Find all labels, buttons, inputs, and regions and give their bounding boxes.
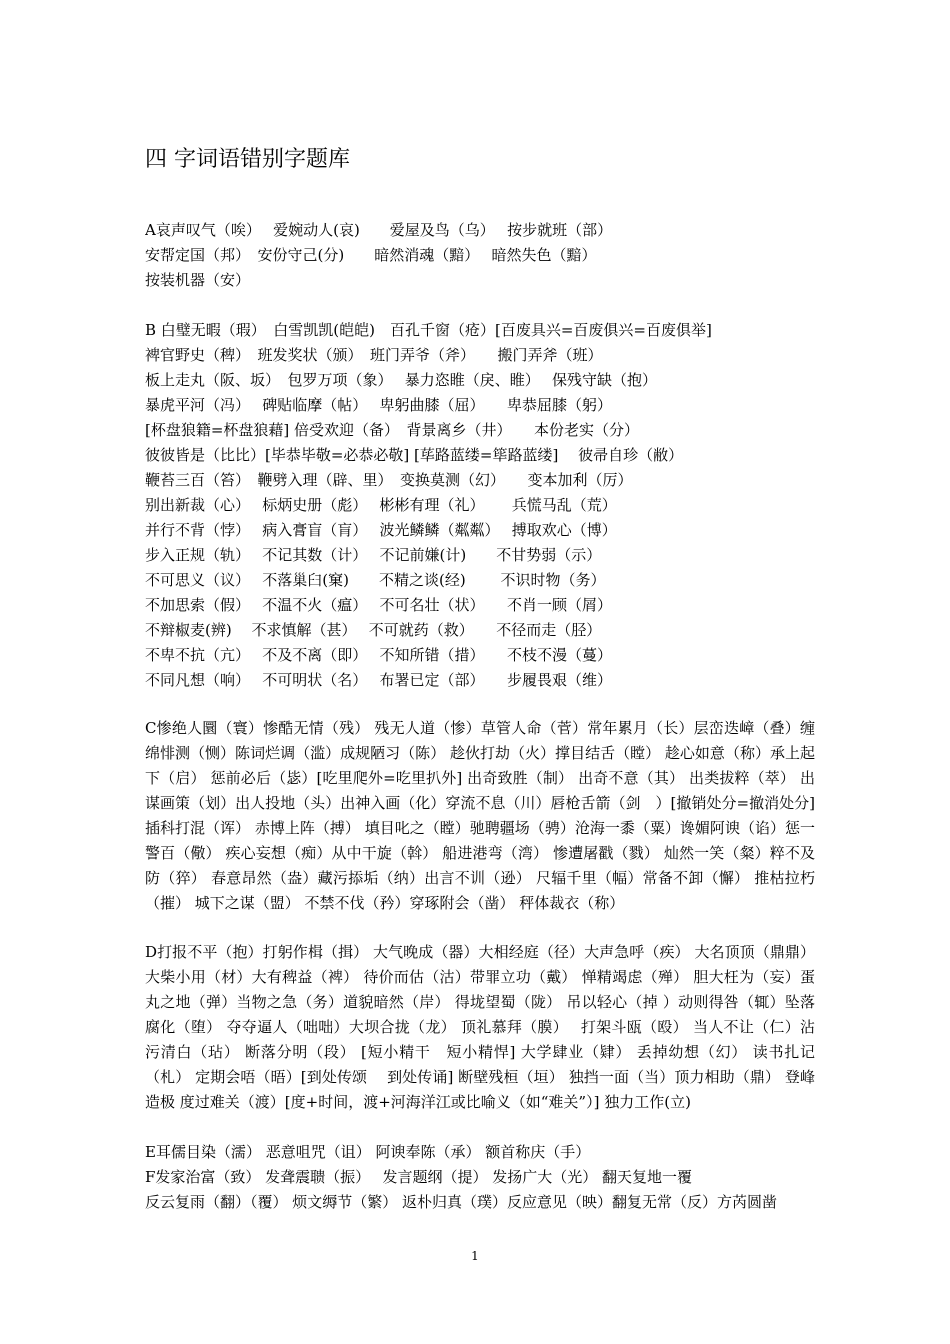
section-b-line: 步入正规（轨） 不记其数（计） 不记前嫌(计) 不甘势弱（示） bbox=[145, 546, 602, 564]
section-b-line: 不可思义（议） 不落巢臼(窠) 不精之谈(经) 不识时物（务） bbox=[145, 571, 606, 589]
section-c bbox=[145, 716, 815, 916]
section-d bbox=[145, 940, 815, 1115]
section-a bbox=[145, 218, 815, 293]
section-b-line: 裨官野史（稗） 班发奖状（颁） 班门弄爷（斧） 搬门弄斧（班） bbox=[145, 346, 603, 364]
page-title: 四 字词语错别字题库 bbox=[145, 147, 350, 172]
section-b-line: 彼彼皆是（比比）[毕恭毕敬=必恭必敬] [荜路蓝缕=筚路蓝缕] 彼帚自珍（敝） bbox=[145, 446, 684, 464]
page-number: 1 bbox=[471, 1249, 479, 1263]
section-f-line: 反云复雨（翻）（覆） 烦文缛节（繁） 返朴归真（璞）反应意见（映）翻复无常（反）方芮圆凿 bbox=[145, 1193, 778, 1211]
section-b-line: 并行不背（悖） 病入膏盲（肓） 波光鳞鳞（粼粼） 搏取欢心（博） bbox=[145, 521, 617, 539]
section-e bbox=[145, 1140, 815, 1165]
section-f bbox=[145, 1165, 815, 1215]
section-b bbox=[145, 318, 815, 693]
section-f-line: F发家治富（致） 发聋震聩（振） 发言题纲（提） 发扬广大（光） 翻天复地一覆 bbox=[145, 1168, 692, 1186]
section-b-line: 不辩椒麦(辨) 不求慎解（甚） 不可就药（救） 不径而走（胫） bbox=[145, 621, 602, 639]
section-a-line: A哀声叹气（唉） 爱婉动人(哀) 爱屋及鸟（乌） 按步就班（部） bbox=[145, 221, 613, 239]
section-d-paragraph: D打报不平（抱）打躬作楫（揖） 大气晚成（器）大相经庭（径）大声急呼（疾） 大名顶顶（鼎鼎）大柴小用（材）大有稗益（裨） 待价而估（沽）带罪立功（戴） 惮精竭虑（殚） 胆大枉为（妄）蛋丸之地（弹）当物之急（务）道貌暗然（岸） 得垅望蜀（陇） 吊以轻心（掉 ）动则得咎（辄）坠落腐化（堕） 夺夺逼人（咄咄）大坝合拢（龙） 顶礼慕拜（膜） 打架斗瓯（殴） 当人不让（仁）沾污清白（玷） 断落分明（段） [短小精干 短小精悍] 大学肆业（肄） 丢掉幼想（幻） 读书扎记（札） 定期会唔（晤）[到处传颂 到处传诵] 断壁残桓（垣） 独挡一面（当）顶力相助（鼎） 登峰造极 度过难关（渡）[度+时间，渡+河海洋江或比喻义（如“难关”）] 独力工作(立) bbox=[145, 943, 815, 1111]
section-b-line: 不加思索（假） 不温不火（瘟） 不可名壮（状） 不肖一顾（屑） bbox=[145, 596, 613, 614]
section-a-line: 按装机器（安） bbox=[145, 271, 251, 289]
section-b-line: 不卑不抗（亢） 不及不离（即） 不知所错（措） 不枝不漫（蔓） bbox=[145, 646, 613, 664]
section-b-line: 暴虎平河（冯） 碑贴临摩（帖） 卑躬曲膝（屈） 卑恭屈膝（躬） bbox=[145, 396, 613, 414]
section-b-line: [杯盘狼籍=杯盘狼藉] 倍受欢迎（备） 背景离乡（井） 本份老实（分） bbox=[145, 421, 640, 439]
section-b-line: 不同凡想（响） 不可明状（名） 布署已定（部） 步履畏艰（维） bbox=[145, 671, 613, 689]
section-b-line: B 白璧无暇（瑕） 白雪凯凯(皑皑) 百孔千窗（疮）[百废具兴=百废俱兴=百废俱举] bbox=[145, 321, 712, 339]
section-b-line: 鞭苔三百（笞） 鞭劈入理（辟、里） 变换莫测（幻） 变本加利（厉） bbox=[145, 471, 633, 489]
section-c-paragraph: C惨绝人圜（寰）惨酷无情（残） 残无人道（惨）草管人命（菅）常年累月（长）层峦迭嶂（叠）缠绵悱测（恻）陈词烂调（滥）成规陋习（陈） 趁伙打劫（火）撑目结舌（瞠） 趁心如意（称）承上起下（启） 惩前必后（毖）[吃里爬外=吃里扒外] 出奇致胜（制） 出奇不意（其） 出类拔粹（萃） 出谋画策（划）出人投地（头）出神入画（化）穿流不息（川）唇枪舌箭（剑 ）[撤销处分=撤消处分] 插科打混（诨） 赤博上阵（搏） 填目叱之（瞠）驰聘疆场（骋）沧海一黍（粟）谗媚阿谀（谄）惩一警百（儆） 疾心妄想（痴）从中干旋（斡） 船进港弯（湾） 惨遭屠戳（戮） 灿然一笑（粲）粹不及防（猝） 春意昂然（盎）藏污掭垢（纳）出言不训（逊） 尺辐千里（幅）常备不卸（懈） 推枯拉朽（摧） 城下之谋（盟） 不禁不伐（矜）穿琢附会（凿） 秤体裁衣（称） bbox=[145, 719, 815, 912]
section-b-line: 别出新裁（心） 标炳史册（彪） 彬彬有理（礼） 兵慌马乱（荒） bbox=[145, 496, 617, 514]
section-b-line: 板上走丸（阪、坂） 包罗万项（象） 暴力恣睢（戾、睢） 保残守缺（抱） bbox=[145, 371, 658, 389]
section-e-line: E耳儒目染（濡） 恶意咀咒（诅） 阿谀奉陈（承） 额首称庆（手） bbox=[145, 1143, 591, 1161]
section-a-line: 安帮定国（邦） 安份守己(分) 暗然消魂（黯） 暗然失色（黯） bbox=[145, 246, 597, 264]
